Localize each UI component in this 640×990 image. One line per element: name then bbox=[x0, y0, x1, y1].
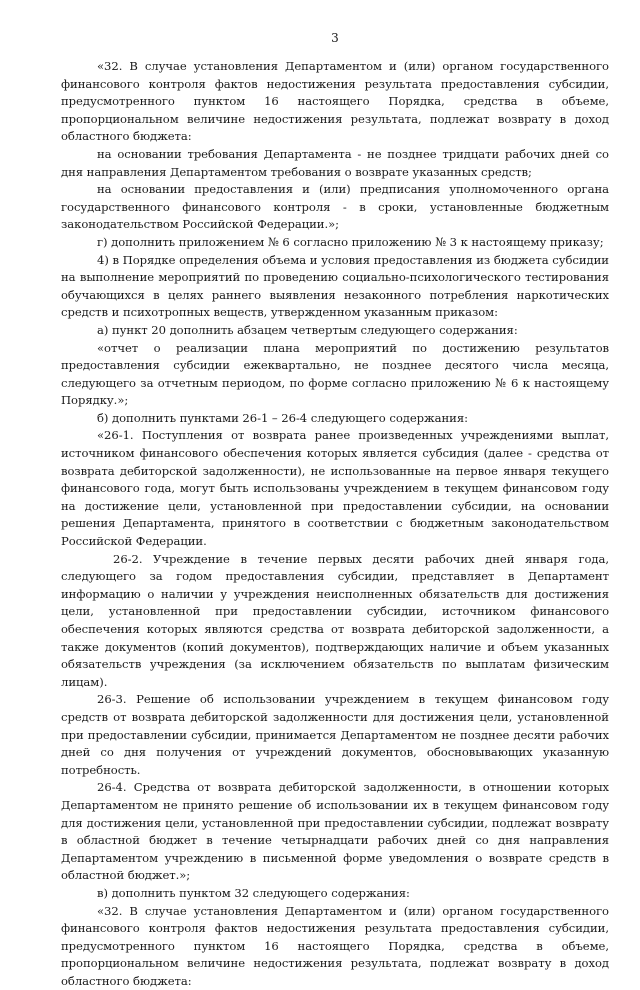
paragraph-26-3: 26-3. Решение об использовании учреждением в текущем финансовом году средств от возврата дебиторской задолженности для достижения цели, установленной при предоставлении субсидии, принимается Департаментом не позднее десяти рабочих дней со дня получения от учреждений документов, обосновывающих указанную потребность. bbox=[61, 691, 609, 779]
paragraph-a-point-20: а) пункт 20 дополнить абзацем четвертым следующего содержания: bbox=[61, 322, 609, 340]
document-body bbox=[61, 58, 609, 990]
paragraph-report-quote: «отчет о реализации плана мероприятий по достижению результатов предоставления субсидии ежеквартально, не позднее десятого числа месяца, следующего за отчетным периодом, по форме согласно приложению № 6 к настоящему Порядку.»; bbox=[61, 340, 609, 410]
paragraph-26-1: «26-1. Поступления от возврата ранее произведенных учреждениями выплат, источником финансового обеспечения которых является субсидия (далее - средства от возврата дебиторской задолженности), не использованные на первое января текущего финансового года, могут быть использованы учреждением в текущем финансовом году на достижение цели, установленной при предоставлении субсидии, на основании решения Департамента, принятого в соответствии с бюджетным законодательством Российской Федерации. bbox=[61, 427, 609, 550]
page-number: 3 bbox=[61, 30, 609, 46]
paragraph-control-order: на основании предоставления и (или) предписания уполномоченного органа государственного финансового контроля - в сроки, установленные бюджетным законодательством Российской Федерации.»; bbox=[61, 181, 609, 234]
paragraph-4-procedure: 4) в Порядке определения объема и условия предоставления из бюджета субсидии на выполнение мероприятий по проведению социально-психологического тестирования обучающихся в целях раннего выявления незаконного потребления наркотических средств и психотропных веществ, утвержденном указанным приказом: bbox=[61, 252, 609, 322]
document-page bbox=[61, 30, 609, 990]
paragraph-b-points: б) дополнить пунктами 26-1 – 26-4 следующего содержания: bbox=[61, 410, 609, 428]
paragraph-32-intro: «32. В случае установления Департаментом и (или) органом государственного финансового контроля фактов недостижения результата предоставления субсидии, предусмотренного пунктом 16 настоящего Порядка, средства в объеме, пропорциональном величине недостижения результата, подлежат возврату в доход областного бюджета: bbox=[61, 58, 609, 146]
paragraph-26-2: 26-2. Учреждение в течение первых десяти рабочих дней января года, следующего за годом предоставления субсидии, представляет в Департамент информацию о наличии у учреждения неисполненных обязательств для достижения цели, установленной при предоставлении субсидии, источником финансового обеспечения которых являются средства от возврата дебиторской задолженности, а также документов (копий документов), подтверждающих наличие и объем указанных обязательств учреждения (за исключением обязательств по выплатам физическим лицам). bbox=[61, 551, 609, 692]
paragraph-department-requirement: на основании требования Департамента - не позднее тридцати рабочих дней со дня направления Департаментом требования о возврате указанных средств; bbox=[61, 146, 609, 181]
paragraph-g-appendix: г) дополнить приложением № 6 согласно приложению № 3 к настоящему приказу; bbox=[61, 234, 609, 252]
paragraph-26-4: 26-4. Средства от возврата дебиторской задолженности, в отношении которых Департаментом не принято решение об использовании их в текущем финансовом году для достижения цели, установленной при предоставлении субсидии, подлежат возврату в областной бюджет в течение четырнадцати рабочих дней со дня направления Департаментом учреждению в письменной форме уведомления о возврате средств в областной бюджет.»; bbox=[61, 779, 609, 885]
paragraph-v-point-32: в) дополнить пунктом 32 следующего содержания: bbox=[61, 885, 609, 903]
paragraph-32-repeat: «32. В случае установления Департаментом и (или) органом государственного финансового контроля фактов недостижения результата предоставления субсидии, предусмотренного пунктом 16 настоящего Порядка, средства в объеме, пропорциональном величине недостижения результата, подлежат возврату в доход областного бюджета: bbox=[61, 903, 609, 990]
